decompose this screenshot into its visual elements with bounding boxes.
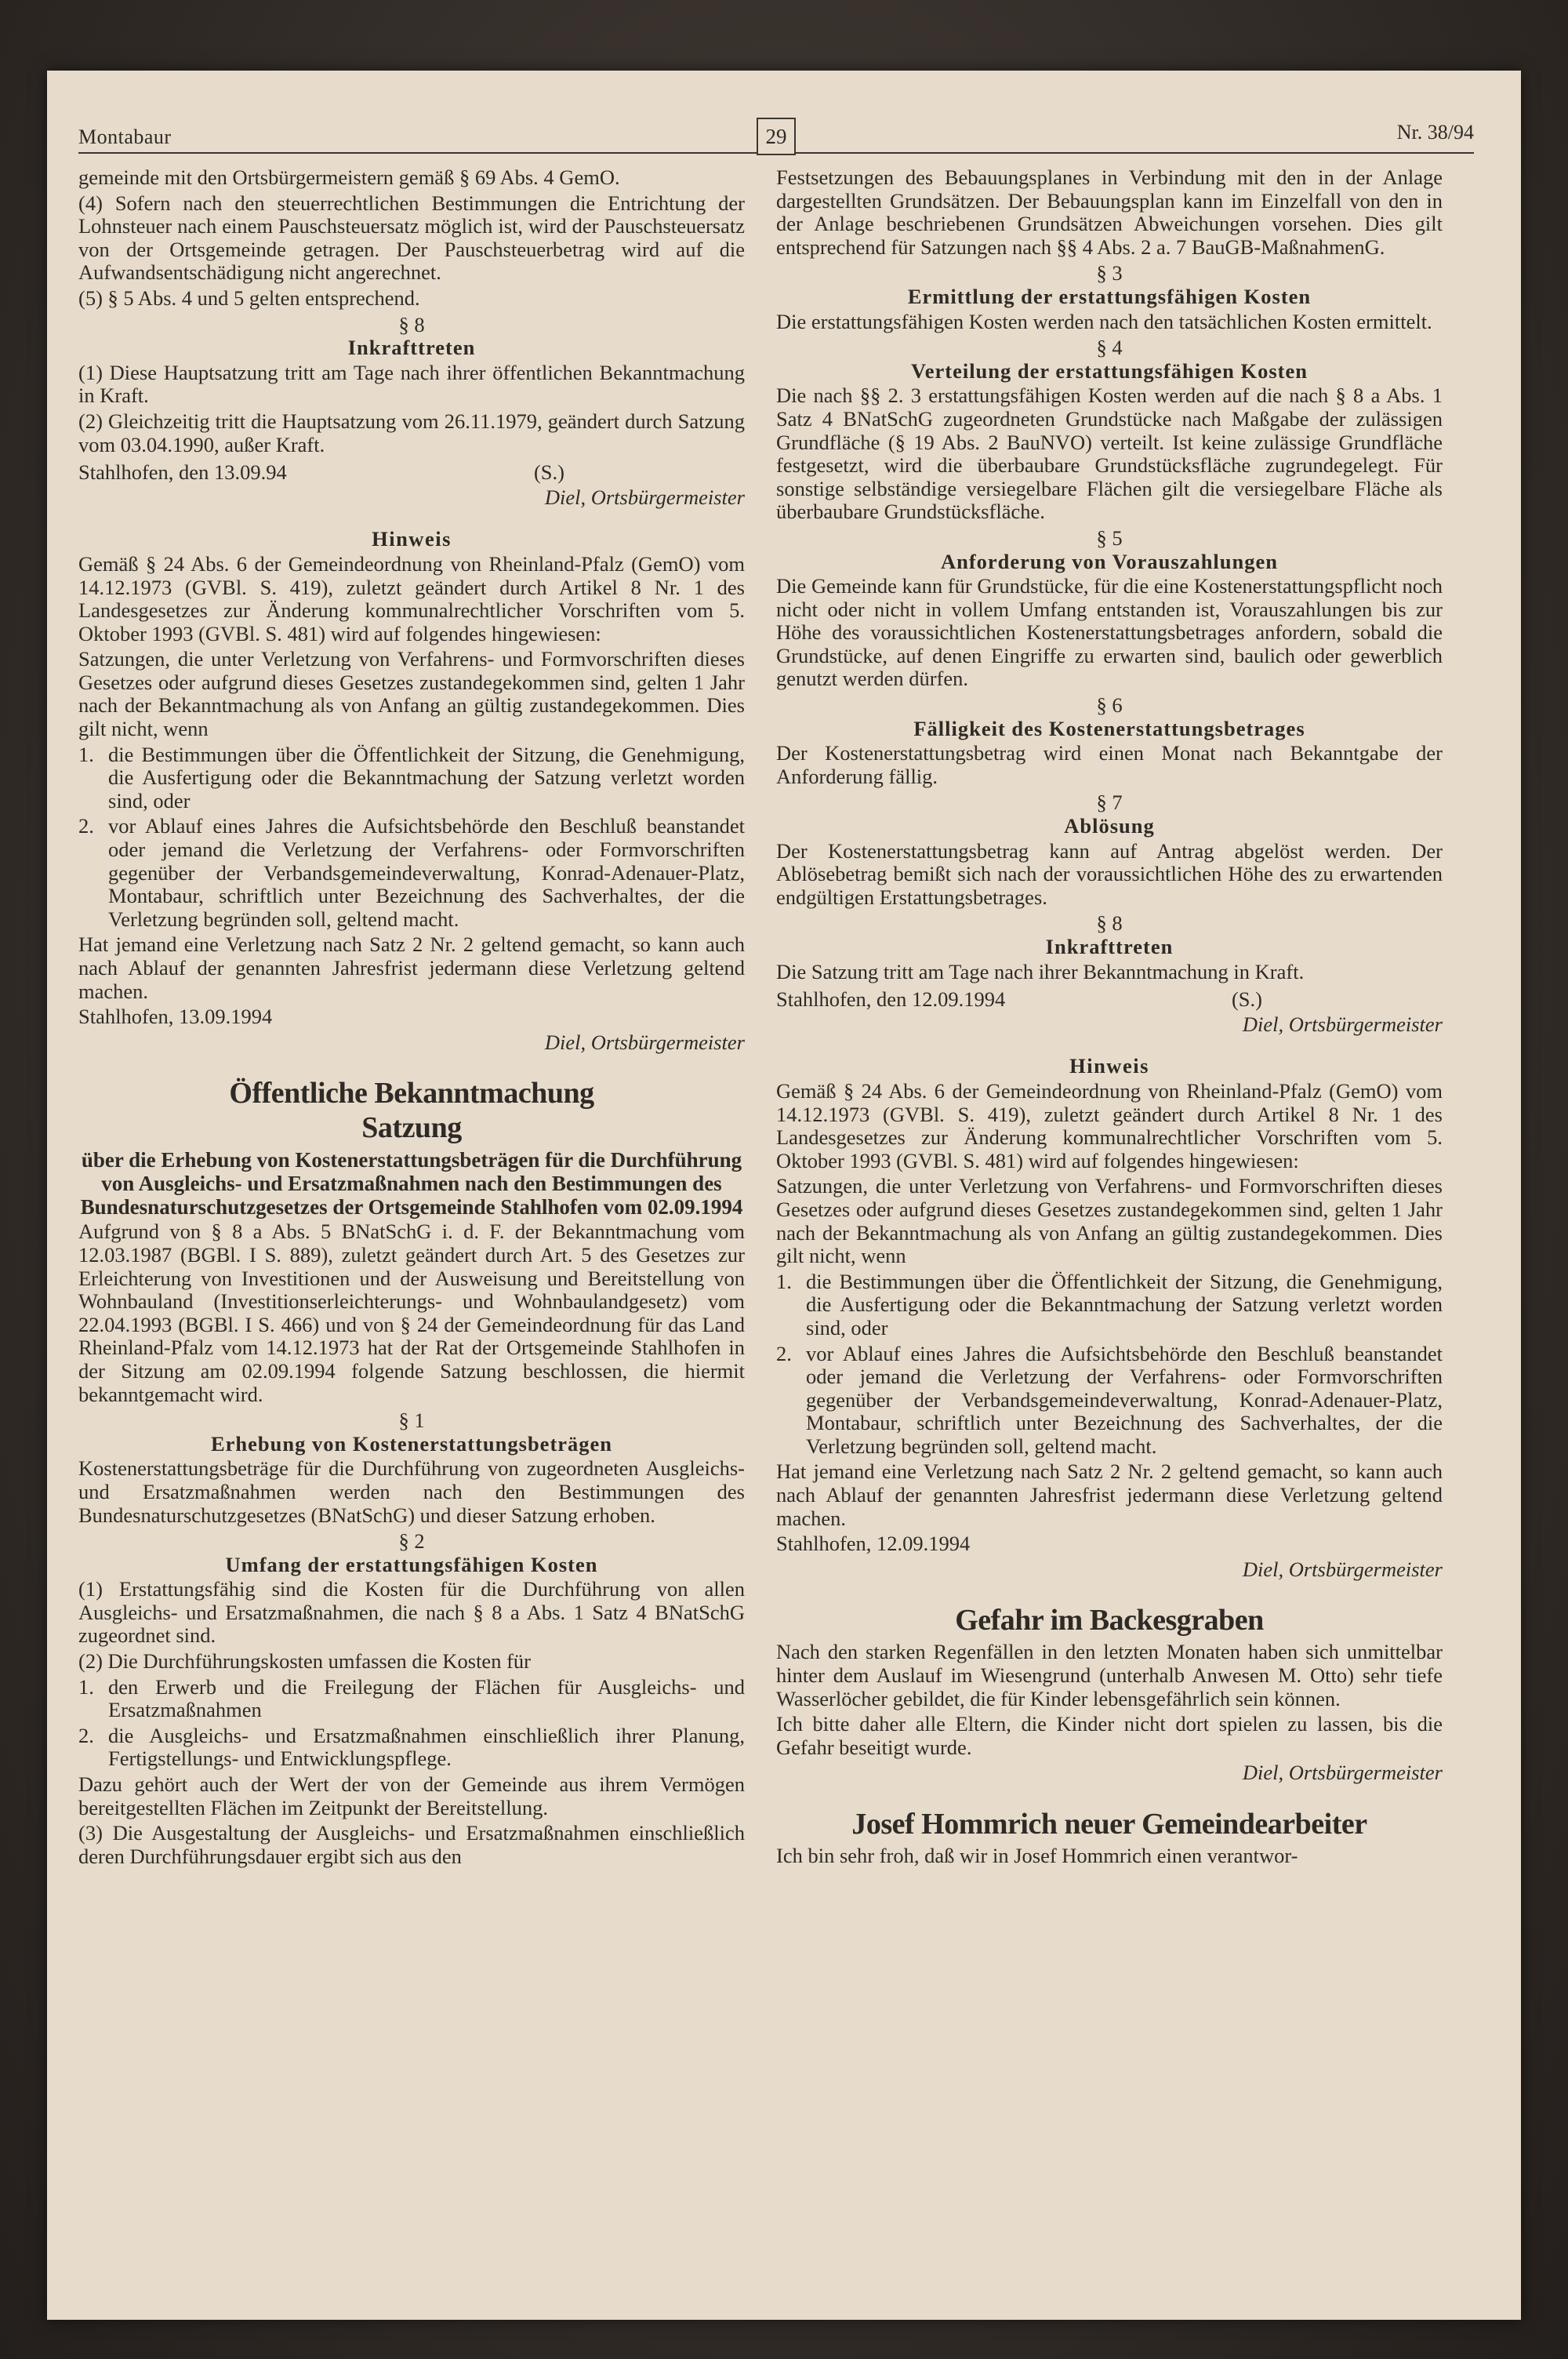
section-number: § 8 — [398, 312, 425, 336]
list-item — [78, 743, 745, 813]
paragraph: Festsetzungen des Bebauungsplanes in Verbindung mit den in der Anlage dargestellten Grundsätzen. Der Bebauungsplan kann im Einzelfall von den in der Anlage beschriebenen Grundsätzen Abweichungen vorsehen. Dies gilt entsprechend für Satzungen nach §§ 4 Abs. 2 a. 7 BauGB-MaßnahmenG. — [776, 165, 1443, 259]
section-number: § 4 — [1096, 336, 1123, 360]
section-heading: Ablösung — [1064, 814, 1155, 838]
paragraph: Gemäß § 24 Abs. 6 der Gemeindeordnung von Rheinland-Pfalz (GemO) vom 14.12.1973 (GVBl. S. 419), zuletzt geändert durch Artikel 8 Nr. 1 des Landesgesetzes zur Änderung kommunalrechtlicher Vorschriften vom 5. Oktober 1993 (GVBl. S. 481) wird auf folgendes hingewiesen: — [776, 1078, 1443, 1172]
signer-name: Diel, Ortsbürgermeister — [544, 1030, 745, 1054]
headline-line: Satzung — [361, 1111, 462, 1145]
newspaper-page — [47, 71, 1521, 2320]
paragraph: (2) Gleichzeitig tritt die Hauptsatzung vom 26.11.1979, geändert durch Satzung vom 03.04.1990, außer Kraft. — [78, 409, 745, 456]
paragraph: Die Gemeinde kann für Grundstücke, für die eine Kostenerstattungspflicht noch nicht oder nicht in vollem Umfang entstanden ist, Vorauszahlungen bis zur Höhe des voraussichtlichen Kostenerstattungsbetrages anfordern, sobald die Grundstücke, auf denen Eingriffe zu erwarten sind, baulich oder gewerblich genutzt werden dürfen. — [776, 574, 1443, 691]
numbered-list — [78, 1676, 745, 1771]
section-number: § 3 — [1096, 261, 1123, 285]
paragraph: (1) Diese Hauptsatzung tritt am Tage nach ihrer öffentlichen Bekanntmachung in Kraft. — [78, 360, 745, 408]
article-headline: Josef Hommrich neuer Gemeindearbeiter — [851, 1808, 1367, 1841]
section-number: § 7 — [1096, 791, 1123, 815]
section-number: § 6 — [1096, 693, 1123, 718]
signature-line — [78, 461, 745, 485]
list-item — [776, 1270, 1443, 1340]
section-heading: Anforderung von Vorauszahlungen — [940, 549, 1279, 573]
section-heading: Umfang der erstattungsfähigen Kosten — [225, 1552, 598, 1576]
paragraph: Die nach §§ 2. 3 erstattungsfähigen Kosten werden auf die nach § 8 a Abs. 1 Satz 4 BNatSchG zugeordneten Grundstücke nach Maßgabe der zulässigen Grundfläche (§ 19 Abs. 2 BauNVO) verteilt. Ist keine zulässige Grundfläche festgesetzt, wird die überbaubare Grundstücksfläche zugrundegelegt. Für sonstige selbständige versiegelbare Flächen gilt die versiegelbare Fläche als überbaubare Grundstücksfläche. — [776, 383, 1443, 524]
paragraph: Aufgrund von § 8 a Abs. 5 BNatSchG i. d. F. der Bekanntmachung vom 12.03.1987 (BGBl. I S. 889), zuletzt geändert durch Art. 5 des Gesetzes zur Erleichterung von Investitionen und der Ausweisung und Bereitstellung von Wohnbauland (Investitionserleichterungs- und Wohnbaulandgesetz) vom 22.04.1993 (BGBl. I S. 466) und von § 24 der Gemeindeordnung für das Land Rheinland-Pfalz vom 14.12.1973 hat der Rat der Ortsgemeinde Stahlhofen in der Sitzung am 02.09.1994 folgende Satzung beschlossen, die hiermit bekanntgemacht wird. — [78, 1219, 745, 1406]
signer-name: Diel, Ortsbürgermeister — [1242, 1557, 1443, 1581]
section-heading: Erhebung von Kostenerstattungsbeträgen — [210, 1431, 613, 1456]
paragraph: gemeinde mit den Ortsbürgermeistern gemäß § 69 Abs. 4 GemO. — [78, 165, 620, 189]
paragraph: Satzungen, die unter Verletzung von Verfahrens- und Formvorschriften dieses Gesetzes oder aufgrund dieses Gesetzes zustandegekommen sind, gelten 1 Jahr nach der Bekanntmachung als von Anfang an gültig zustandegekommen. Dies gilt nicht, wenn — [776, 1174, 1443, 1268]
headline-line: Öffentliche Bekanntmachung — [229, 1077, 594, 1110]
paragraph: Die Satzung tritt am Tage nach ihrer Bekanntmachung in Kraft. — [776, 959, 1305, 983]
list-item — [78, 815, 745, 931]
list-item-text: die Bestimmungen über die Öffentlichkeit der Sitzung, die Genehmigung, die Ausfertigung oder die Bekanntmachung der Satzung verletzt worden sind, oder — [806, 1269, 1443, 1339]
section-heading: Inkrafttreten — [1045, 935, 1174, 958]
paragraph: Nach den starken Regenfällen in den letzten Monaten haben sich unmittelbar hinter dem Auslauf im Wiesengrund (unterhalb Anwesen M. Otto) sehr tiefe Wasserlöcher gebildet, die für Kinder lebensgefährlich sein können. — [776, 1640, 1443, 1710]
signature-place-date: Stahlhofen, 12.09.1994 — [776, 1532, 971, 1556]
signer-name: Diel, Ortsbürgermeister — [544, 485, 745, 509]
header-place: Montabaur — [78, 125, 172, 148]
section-heading: Inkrafttreten — [347, 336, 476, 360]
paragraph: Hat jemand eine Verletzung nach Satz 2 Nr. 2 geltend gemacht, so kann auch nach Ablauf der genannten Jahresfrist jedermann diese Verletzung geltend machen. — [78, 932, 745, 1003]
paragraph: Ich bitte daher alle Eltern, die Kinder nicht dort spielen zu lassen, bis die Gefahr beseitigt wurde. — [776, 1712, 1443, 1759]
list-number: 2. — [78, 1723, 94, 1747]
page-header — [78, 118, 1474, 154]
paragraph: Satzungen, die unter Verletzung von Verfahrens- und Formvorschriften dieses Gesetzes oder aufgrund dieses Gesetzes zustandegekommen sind, gelten 1 Jahr nach der Bekanntmachung als von Anfang an gültig zustandegekommen. Dies gilt nicht, wenn — [78, 647, 745, 741]
list-item-text: die Bestimmungen über die Öffentlichkeit der Sitzung, die Genehmigung, die Ausfertigung oder die Bekanntmachung der Satzung verletzt worden sind, oder — [108, 742, 745, 812]
section-number: § 8 — [1096, 911, 1123, 936]
paragraph: Die erstattungsfähigen Kosten werden nach den tatsächlichen Kosten ermittelt. — [776, 309, 1432, 333]
paragraph: Der Kostenerstattungsbetrag wird einen Monat nach Bekanntgabe der Anforderung fällig. — [776, 741, 1443, 788]
notice-heading: Hinweis — [372, 527, 452, 551]
paragraph: (1) Erstattungsfähig sind die Kosten für die Durchführung von allen Ausgleichs- und Ersatzmaßnahmen, die nach § 8 a Abs. 1 Satz 4 BNatSchG zugeordnet sind. — [78, 1577, 745, 1648]
section-heading: Ermittlung der erstattungsfähigen Kosten — [907, 284, 1312, 308]
list-number: 1. — [78, 1674, 94, 1699]
notice-heading: Hinweis — [1069, 1054, 1149, 1078]
article-subheading: über die Erhebung von Kostenerstattungsbeträgen für die Durchführung von Ausgleichs- und Ersatzmaßnahmen nach den Bestimmungen des Bundesnaturschutzgesetzes der Ortsgemeinde Stahlhofen vom 02.09.1994 — [80, 1148, 743, 1219]
seal-mark: (S.) — [533, 460, 564, 485]
paragraph: (3) Die Ausgestaltung der Ausgleichs- und Ersatzmaßnahmen einschließlich deren Durchführungsdauer ergibt sich aus den — [78, 1821, 745, 1868]
seal-mark: (S.) — [1231, 987, 1262, 1012]
article-headline: Gefahr im Backesgraben — [955, 1604, 1264, 1637]
paragraph: Hat jemand eine Verletzung nach Satz 2 Nr. 2 geltend gemacht, so kann auch nach Ablauf der genannten Jahresfrist jedermann diese Verletzung geltend machen. — [776, 1459, 1443, 1530]
header-rule-right — [796, 152, 1474, 154]
section-number: § 2 — [398, 1529, 425, 1554]
signature-line — [776, 988, 1443, 1012]
list-item-text: die Ausgleichs- und Ersatzmaßnahmen einschließlich ihrer Planung, Fertigstellungs- und Entwicklungspflege. — [108, 1723, 745, 1771]
section-number: § 5 — [1096, 525, 1123, 550]
left-column — [78, 166, 745, 1870]
paragraph: Kostenerstattungsbeträge für die Durchführung von zugeordneten Ausgleichs- und Ersatzmaßnahmen werden nach den Bestimmungen des Bundesnaturschutzgesetzes (BNatSchG) und dieser Satzung erhoben. — [78, 1456, 745, 1527]
list-number: 2. — [776, 1341, 792, 1365]
list-number: 1. — [78, 742, 94, 766]
numbered-list — [78, 743, 745, 932]
numbered-list — [776, 1270, 1443, 1459]
list-item — [776, 1343, 1443, 1459]
paragraph: Ich bin sehr froh, daß wir in Josef Hommrich einen verantwor- — [776, 1844, 1298, 1867]
signature-place-date: Stahlhofen, 13.09.1994 — [78, 1005, 273, 1029]
list-item — [78, 1676, 745, 1722]
paragraph: Der Kostenerstattungsbetrag kann auf Antrag abgelöst werden. Der Ablösebetrag bemißt sich nach der voraussichtlichen Höhe des zu erwartenden endgültigen Erstattungsbetrages. — [776, 838, 1443, 909]
list-item — [78, 1725, 745, 1771]
signer-name: Diel, Ortsbürgermeister — [1242, 1012, 1443, 1036]
list-number: 2. — [78, 814, 94, 838]
list-item-text: vor Ablauf eines Jahres die Aufsichtsbehörde den Beschluß beanstandet oder jemand die Verletzung der Verfahrens- oder Formvorschriften gegenüber der Verbandsgemeindeverwaltung, Konrad-Adenauer-Platz, Montabaur, schriftlich unter Bezeichnung des Sachverhaltes, der die Verletzung begründen soll, geltend macht. — [806, 1341, 1443, 1458]
signature-place-date: Stahlhofen, den 12.09.1994 — [776, 987, 1006, 1012]
issue-number: Nr. 38/94 — [1396, 121, 1474, 144]
section-heading: Verteilung der erstattungsfähigen Kosten — [911, 358, 1308, 383]
right-column — [776, 166, 1443, 1870]
list-item-text: vor Ablauf eines Jahres die Aufsichtsbehörde den Beschluß beanstandet oder jemand die Verletzung der Verfahrens- oder Formvorschriften gegenüber der Verbandsgemeindeverwaltung, Konrad-Adenauer-Platz, Montabaur, schriftlich unter Bezeichnung des Sachverhaltes, der die Verletzung begründen soll, geltend macht. — [108, 814, 745, 931]
section-number: § 1 — [398, 1408, 425, 1433]
paragraph: (4) Sofern nach den steuerrechtlichen Bestimmungen die Entrichtung der Lohnsteuer nach einem Pauschsteuersatz möglich ist, wird der Pauschsteuersatz von der Ortsgemeinde getragen. Der Pauschsteuerbetrag wird auf die Aufwandsentschädigung nicht angerechnet. — [78, 191, 745, 285]
paragraph: Gemäß § 24 Abs. 6 der Gemeindeordnung von Rheinland-Pfalz (GemO) vom 14.12.1973 (GVBl. S. 419), zuletzt geändert durch Artikel 8 Nr. 1 des Landesgesetzes zur Änderung kommunalrechtlicher Vorschriften vom 5. Oktober 1993 (GVBl. S. 481) wird auf folgendes hingewiesen: — [78, 551, 745, 645]
list-item-text: den Erwerb und die Freilegung der Flächen für Ausgleichs- und Ersatzmaßnahmen — [108, 1674, 745, 1722]
paragraph: (5) § 5 Abs. 4 und 5 gelten entsprechend. — [78, 285, 420, 310]
paragraph: Dazu gehört auch der Wert der von der Gemeinde aus ihrem Vermögen bereitgestellten Flächen im Zeitpunkt der Bereitstellung. — [78, 1772, 745, 1819]
signer-name: Diel, Ortsbürgermeister — [1242, 1761, 1443, 1785]
list-number: 1. — [776, 1269, 792, 1293]
header-rule-left — [78, 152, 757, 154]
article-headline — [78, 1076, 745, 1145]
page-number: 29 — [757, 118, 796, 155]
section-heading: Fälligkeit des Kostenerstattungsbetrages — [913, 716, 1305, 740]
signature-place-date: Stahlhofen, den 13.09.94 — [78, 460, 287, 485]
paragraph: (2) Die Durchführungskosten umfassen die Kosten für — [78, 1649, 531, 1674]
